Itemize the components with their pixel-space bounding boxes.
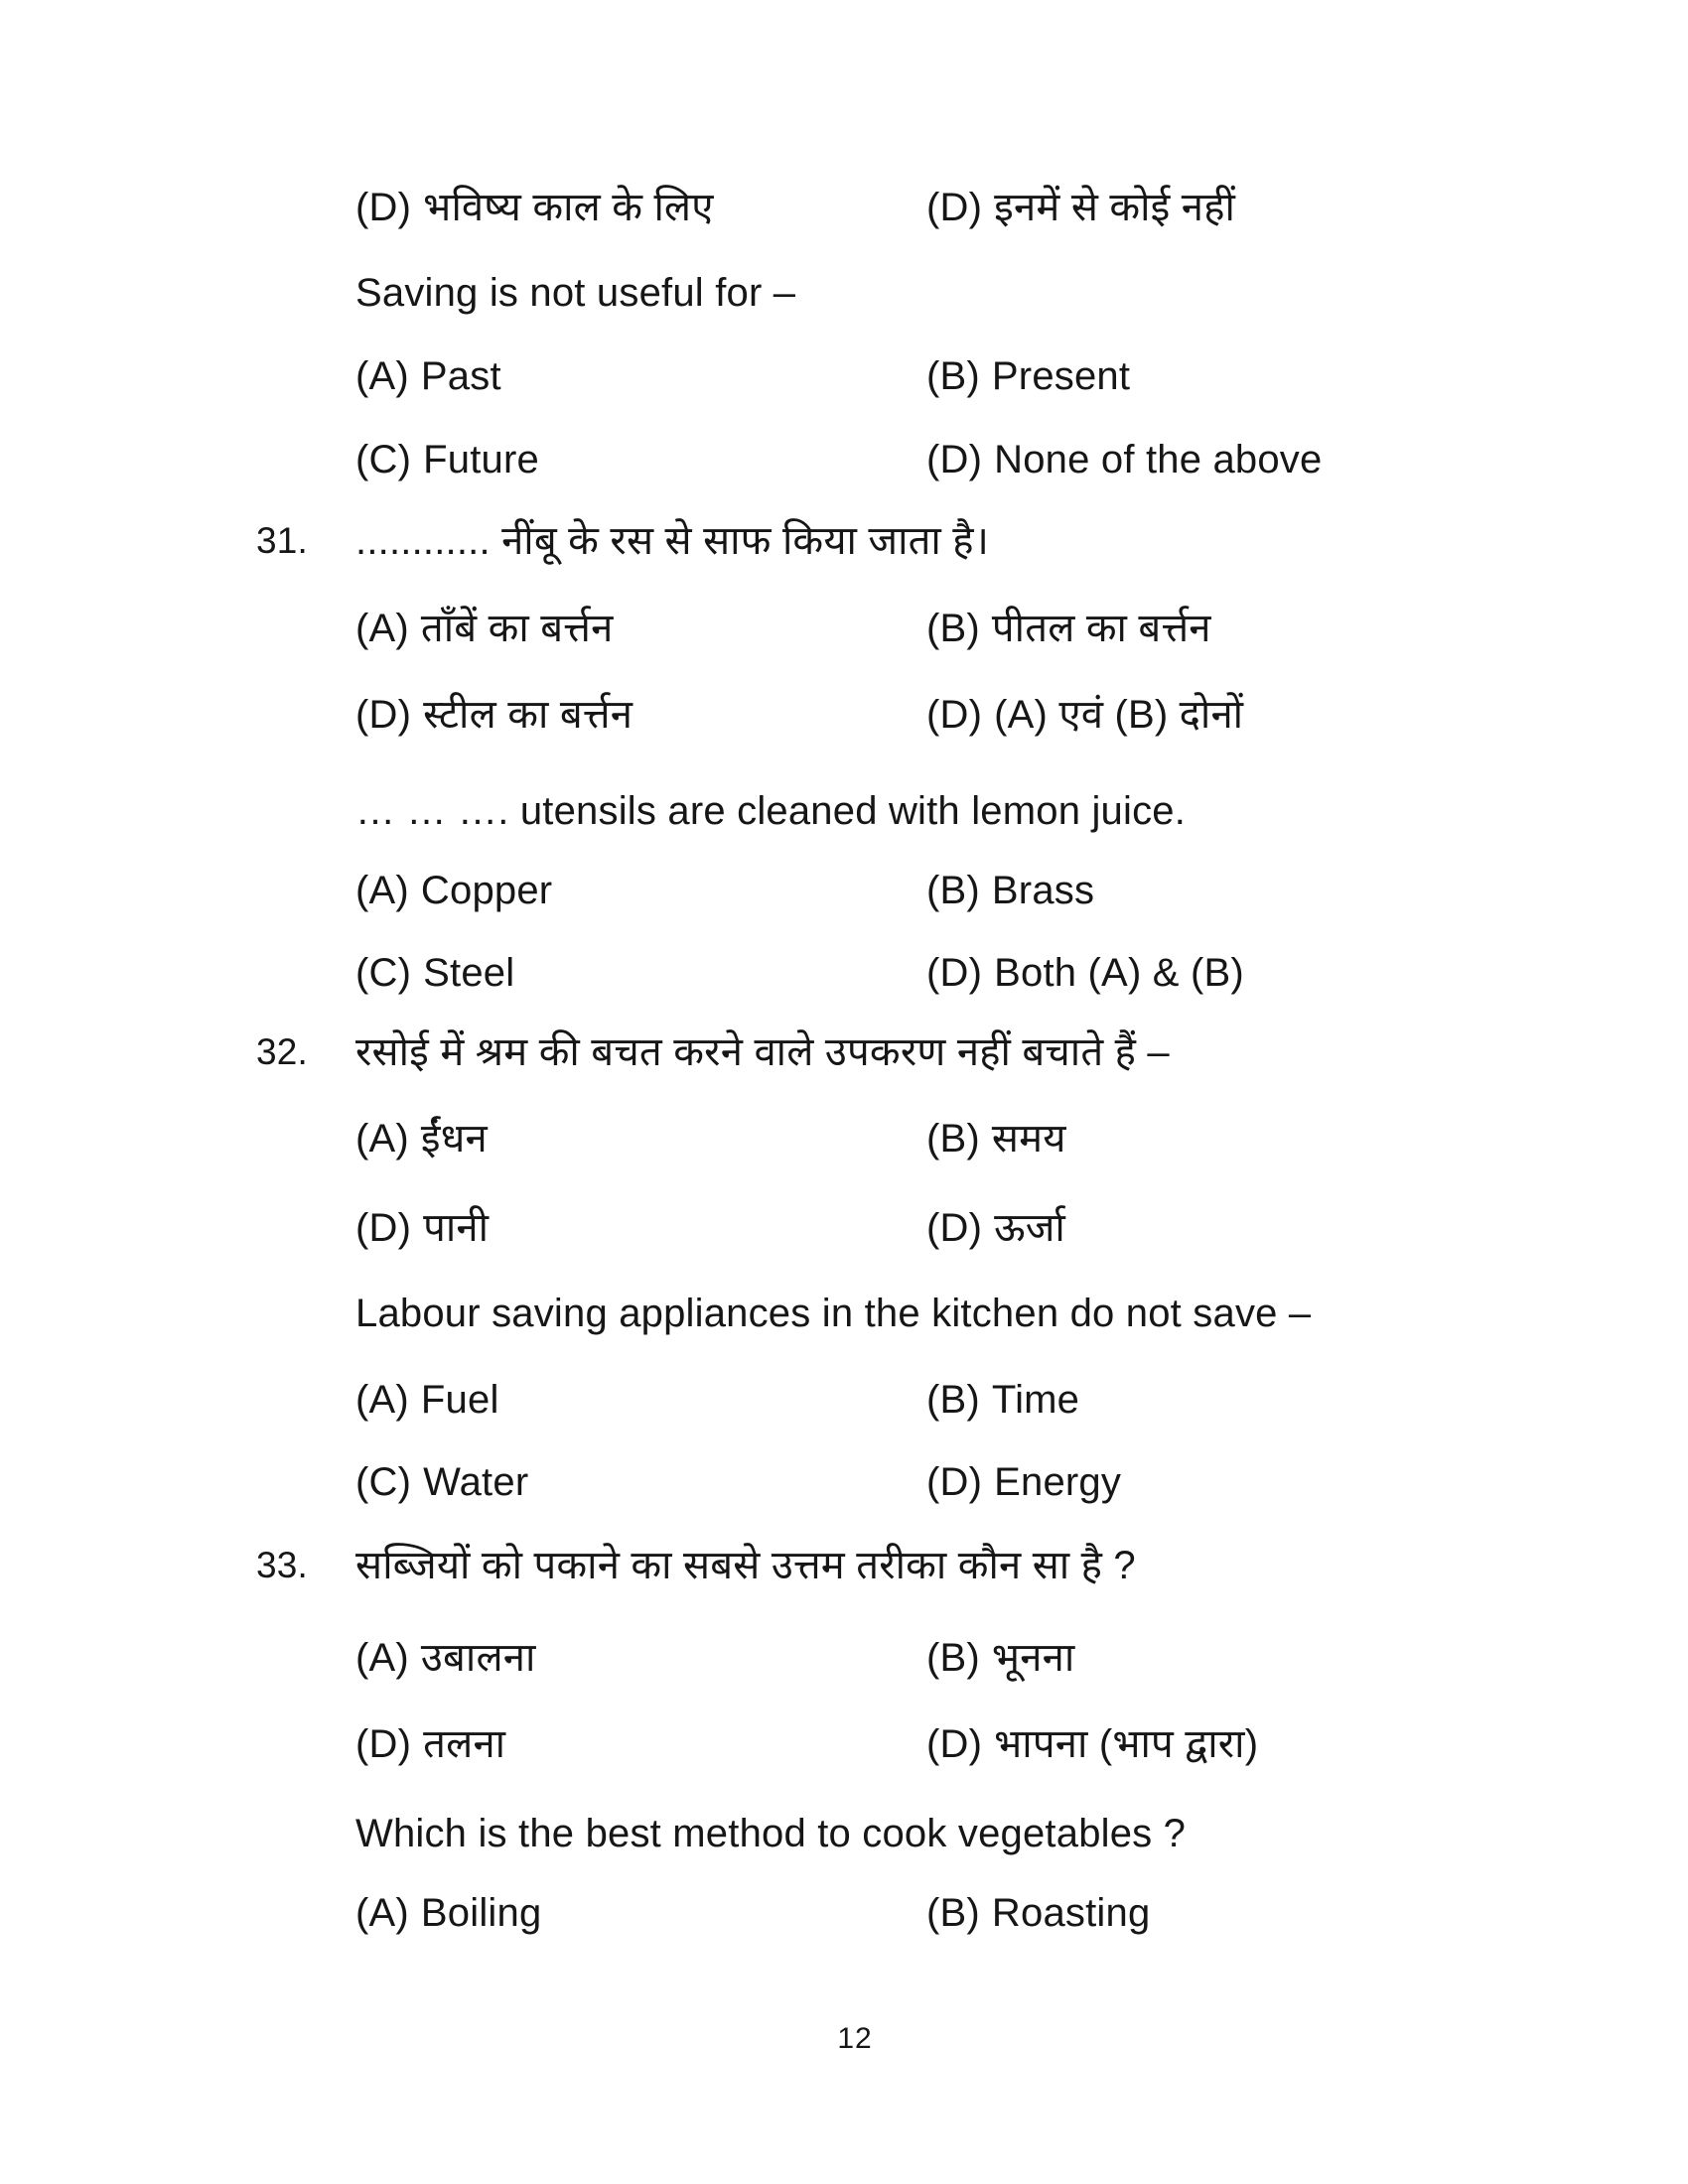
- option-text: Brass: [991, 869, 1095, 912]
- option-label: (D): [355, 1722, 412, 1766]
- option-label: (D): [926, 951, 983, 995]
- q33-hindi-question-text: सब्जियों को पकाने का सबसे उत्तम तरीका कौन सा है ?: [355, 1544, 1136, 1587]
- option-label: (A): [355, 869, 409, 912]
- option-text: Past: [420, 354, 501, 398]
- option-label: (C): [355, 1460, 412, 1504]
- q33-english-question-text: Which is the best method to cook vegetables ?: [355, 1812, 1187, 1855]
- option-label: (B): [926, 1891, 980, 1935]
- question-number: 31.: [256, 520, 309, 561]
- q30-english-option-d: [926, 436, 1322, 483]
- option-label: (B): [926, 354, 980, 398]
- q32-english-option-d: [926, 1458, 1121, 1506]
- q33-hindi-option-b: [926, 1634, 1074, 1682]
- option-label: (B): [926, 869, 980, 912]
- q31-english-option-d: [926, 949, 1244, 997]
- option-text: None of the above: [994, 438, 1323, 481]
- option-label: (A): [355, 1636, 409, 1680]
- q33-hindi-option-d: [926, 1720, 1258, 1768]
- q31-hindi-question-text: ............ नींबू के रस से साफ किया जाता है।: [355, 519, 990, 563]
- q30-english-option-b: [926, 352, 1130, 400]
- option-text: Energy: [994, 1460, 1122, 1504]
- page-number: 12: [837, 2022, 873, 2055]
- option-text: Roasting: [991, 1891, 1151, 1935]
- option-label: (D): [926, 1460, 983, 1504]
- q32-hindi-option-c: [355, 1204, 489, 1252]
- option-text: Fuel: [420, 1378, 499, 1422]
- q31-hindi-option-a: [355, 605, 614, 652]
- option-text: ईंधन: [420, 1117, 488, 1160]
- question-number: 32.: [256, 1031, 309, 1072]
- option-text: भापना (भाप द्वारा): [994, 1722, 1259, 1766]
- option-label: (A): [355, 1891, 409, 1935]
- option-text: Boiling: [420, 1891, 542, 1935]
- question-number: 33.: [256, 1545, 309, 1585]
- option-text: Both (A) & (B): [994, 951, 1244, 995]
- option-text: ताँबें का बर्त्तन: [420, 607, 614, 650]
- option-text: स्टील का बर्त्तन: [423, 693, 633, 737]
- q31-hindi-option-b: [926, 605, 1211, 652]
- option-text: समय: [991, 1117, 1066, 1160]
- option-text: उबालना: [420, 1636, 536, 1680]
- q33-hindi-option-a: [355, 1634, 536, 1682]
- option-text: ऊर्जा: [994, 1206, 1065, 1250]
- option-text: Water: [423, 1460, 529, 1504]
- option-label: (B): [926, 607, 980, 650]
- option-text: तलना: [423, 1722, 506, 1766]
- option-text: (A) एवं (B) दोनों: [994, 693, 1244, 737]
- option-label: (D): [926, 438, 983, 481]
- option-label: (B): [926, 1117, 980, 1160]
- q31-hindi-option-d: [926, 691, 1243, 739]
- option-label: (C): [355, 951, 412, 995]
- option-text: भूनना: [991, 1636, 1075, 1680]
- q31-english-question-text: … … …. utensils are cleaned with lemon juice.: [355, 789, 1187, 833]
- option-text: Time: [991, 1378, 1080, 1422]
- option-label: (D): [926, 1722, 983, 1766]
- option-text: इनमें से कोई नहीं: [994, 186, 1236, 229]
- option-label: (D): [355, 186, 412, 229]
- option-label: (B): [926, 1636, 980, 1680]
- option-text: पीतल का बर्त्तन: [991, 607, 1211, 650]
- q32-hindi-option-a: [355, 1115, 488, 1162]
- q31-english-option-b: [926, 867, 1094, 914]
- option-text: भविष्य काल के लिए: [423, 186, 714, 229]
- option-label: (D): [355, 1206, 412, 1250]
- q32-hindi-question-text: रसोई में श्रम की बचत करने वाले उपकरण नहीं बचाते हैं –: [355, 1030, 1170, 1074]
- q30-english-option-c: [355, 436, 539, 483]
- q32-hindi-option-b: [926, 1115, 1066, 1162]
- option-label: (C): [355, 438, 412, 481]
- q30-hindi-option-c: [355, 184, 714, 231]
- option-label: (A): [355, 1378, 409, 1422]
- q30-english-option-a: [355, 352, 501, 400]
- option-label: (D): [926, 186, 983, 229]
- option-label: (B): [926, 1378, 980, 1422]
- q32-english-option-b: [926, 1376, 1079, 1424]
- option-label: (D): [926, 693, 983, 737]
- option-text: Future: [423, 438, 539, 481]
- option-label: (D): [926, 1206, 983, 1250]
- q30-english-question-text: Saving is not useful for –: [355, 271, 796, 315]
- q32-english-option-a: [355, 1376, 499, 1424]
- option-text: Steel: [423, 951, 515, 995]
- q32-english-question-text: Labour saving appliances in the kitchen do not save –: [355, 1292, 1312, 1335]
- q30-hindi-option-d: [926, 184, 1235, 231]
- option-label: (A): [355, 1117, 409, 1160]
- option-label: (A): [355, 354, 409, 398]
- option-text: Present: [991, 354, 1131, 398]
- option-text: Copper: [420, 869, 553, 912]
- option-label: (A): [355, 607, 409, 650]
- q31-english-option-c: [355, 949, 514, 997]
- q31-english-option-a: [355, 867, 552, 914]
- option-text: पानी: [423, 1206, 490, 1250]
- q32-english-option-c: [355, 1458, 528, 1506]
- option-label: (D): [355, 693, 412, 737]
- q33-hindi-option-c: [355, 1720, 505, 1768]
- q31-hindi-option-c: [355, 691, 633, 739]
- q33-english-option-b: [926, 1889, 1150, 1937]
- q33-english-option-a: [355, 1889, 541, 1937]
- q32-hindi-option-d: [926, 1204, 1065, 1252]
